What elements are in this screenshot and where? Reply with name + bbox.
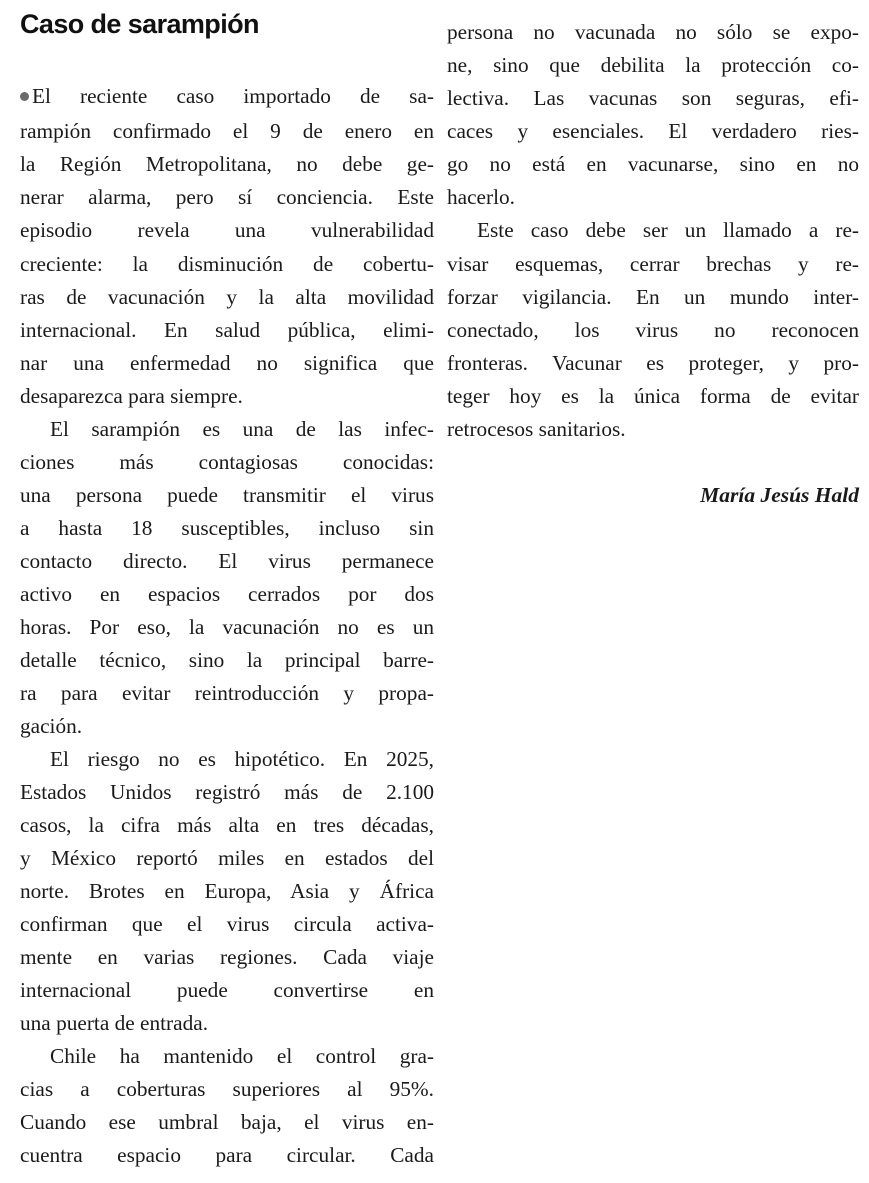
text-line: nar una enfermedad no significa que [20,351,434,375]
text-line: Cuando ese umbral baja, el virus en- [20,1110,434,1134]
text-line: ras de vacunación y la alta movilidad [20,285,434,309]
text-line: caces y esenciales. El verdadero ries- [447,119,859,143]
text-line: nerar alarma, pero sí conciencia. Este [20,185,434,209]
text-line: El reciente caso importado de sa- [20,82,434,110]
text-line: una puerta de entrada. [20,1011,209,1035]
headline: Caso de sarampión [20,9,259,39]
text-line: El riesgo no es hipotético. En 2025, [50,747,434,771]
text-line: cuentra espacio para circular. Cada [20,1143,434,1167]
text-line: teger hoy es la única forma de evitar [447,384,859,408]
text-line: visar esquemas, cerrar brechas y re- [447,252,859,276]
text-line: y México reportó miles en estados del [20,846,434,870]
text-line: Este caso debe ser un llamado a re- [477,218,859,242]
bullet-icon [20,92,29,101]
text-line: una persona puede transmitir el virus [20,483,434,507]
text-line: ne, sino que debilita la protección co- [447,53,859,77]
text-line: go no está en vacunarse, sino en no [447,152,859,176]
text-line: desaparezca para siempre. [20,384,243,408]
text-line: Estados Unidos registró más de 2.100 [20,780,434,804]
text-line: rampión confirmado el 9 de enero en [20,119,434,143]
author-signature: María Jesús Hald [700,483,859,507]
text-line: la Región Metropolitana, no debe ge- [20,152,434,176]
text-line: contacto directo. El virus permanece [20,549,434,573]
text-line: detalle técnico, sino la principal barre- [20,648,434,672]
text-line: hacerlo. [447,185,515,209]
text-line: retrocesos sanitarios. [447,417,626,441]
text-line: creciente: la disminución de cobertu- [20,252,434,276]
text-line: conectado, los virus no reconocen [447,318,859,342]
text-line: a hasta 18 susceptibles, incluso sin [20,516,434,540]
text-line: lectiva. Las vacunas son seguras, efi- [447,86,859,110]
text-line: ciones más contagiosas conocidas: [20,450,434,474]
text-line: internacional puede convertirse en [20,978,434,1002]
text-line: horas. Por eso, la vacunación no es un [20,615,434,639]
text-line: ra para evitar reintroducción y propa- [20,681,434,705]
text-line: persona no vacunada no sólo se expo- [447,20,859,44]
text-line: internacional. En salud pública, elimi- [20,318,434,342]
text-line: confirman que el virus circula activa- [20,912,434,936]
text-line: casos, la cifra más alta en tres décadas, [20,813,434,837]
text-line: fronteras. Vacunar es proteger, y pro- [447,351,859,375]
text-line: episodio revela una vulnerabilidad [20,218,434,242]
text-line: norte. Brotes en Europa, Asia y África [20,879,434,903]
text-line: El sarampión es una de las infec- [50,417,434,441]
text-line: activo en espacios cerrados por dos [20,582,434,606]
text-line: gación. [20,714,83,738]
text-line: Chile ha mantenido el control gra- [50,1044,434,1068]
text-line: cias a coberturas superiores al 95%. [20,1077,434,1101]
text-line: mente en varias regiones. Cada viaje [20,945,434,969]
text-line: forzar vigilancia. En un mundo inter- [447,285,859,309]
